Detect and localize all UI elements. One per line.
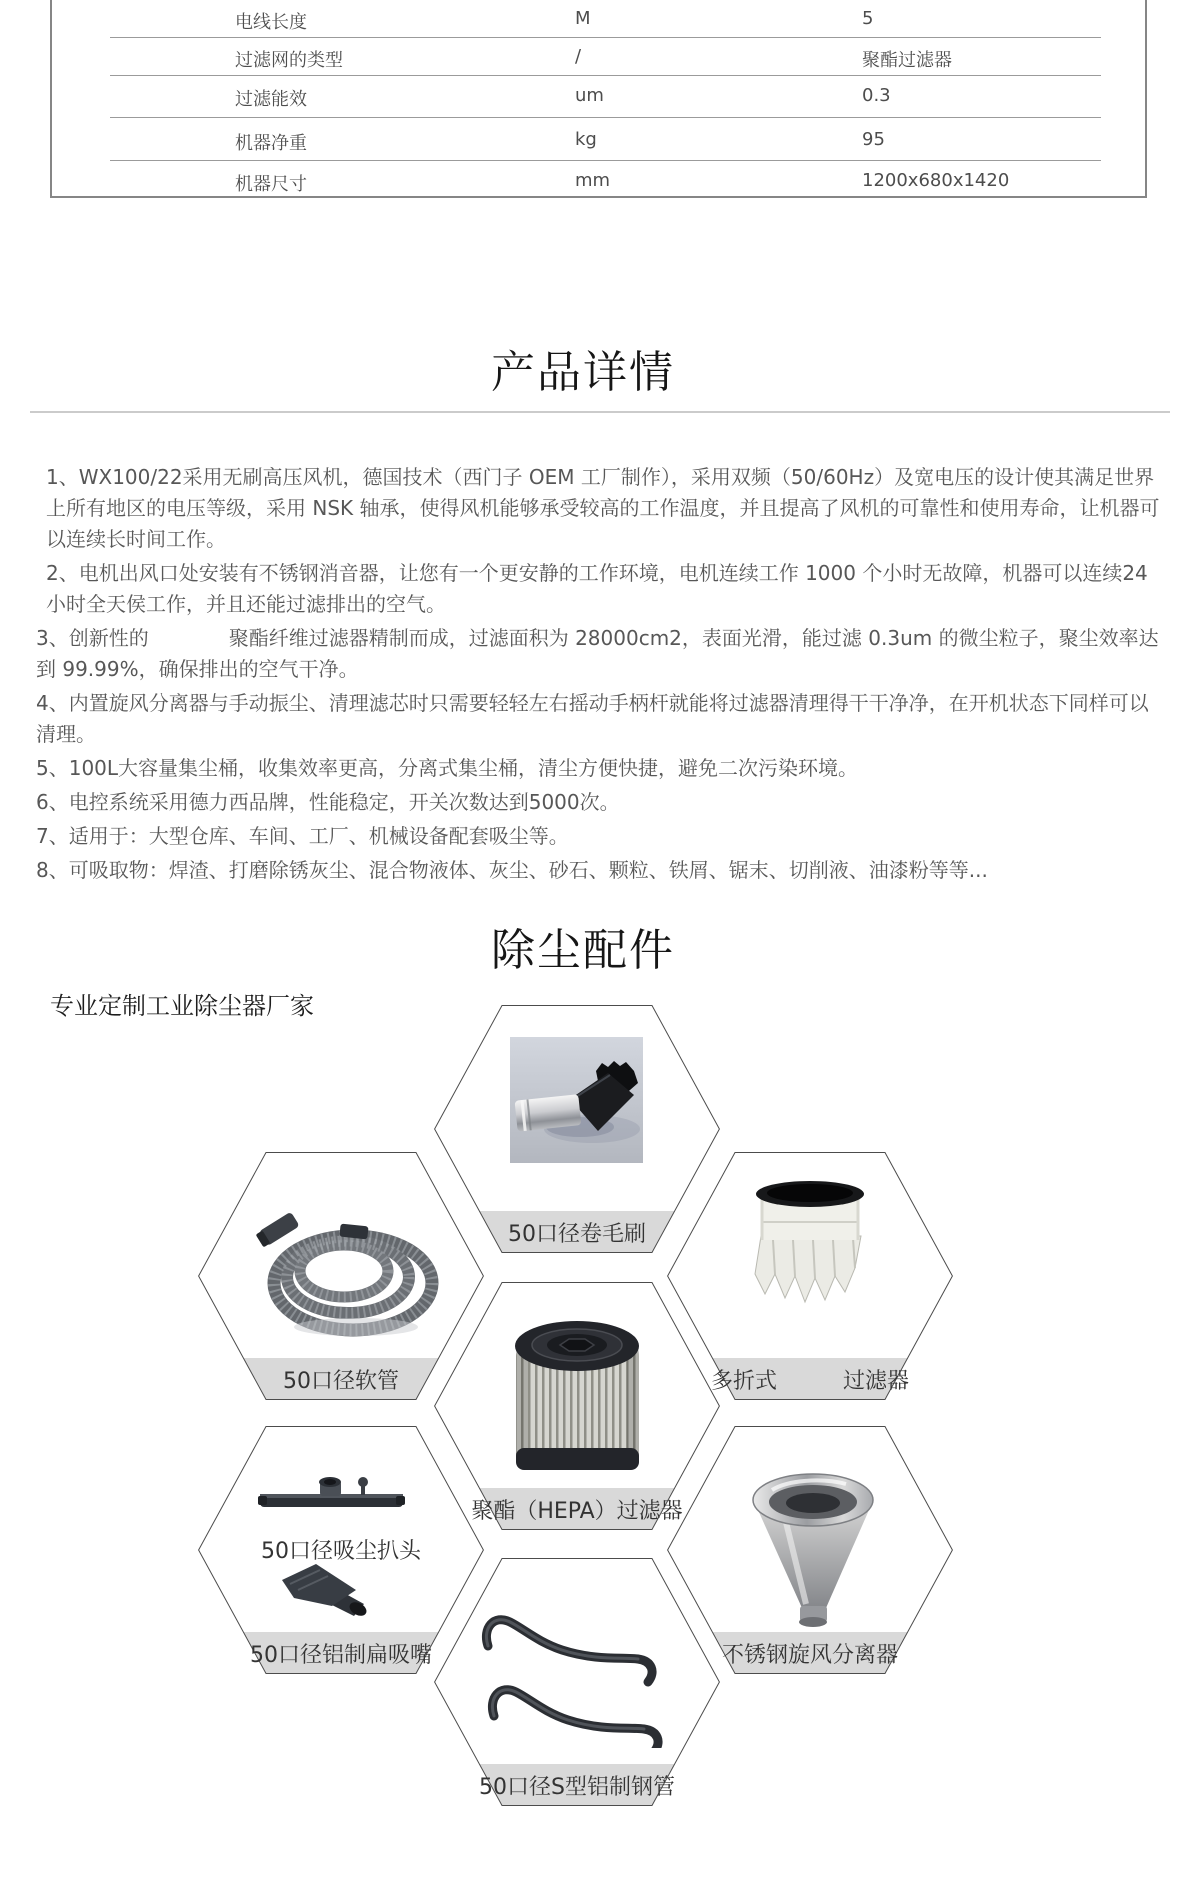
- details-text: [36, 462, 1166, 889]
- page-title-accessories: 除尘配件: [491, 925, 675, 976]
- row-divider: [110, 160, 1101, 161]
- detail-paragraph: 1、WX100/22采用无刷高压风机，德国技术（西门子 OEM 工厂制作），采用双频（50/60Hz）及宽电压的设计使其满足世界上所有地区的电压等级，采用 NSK 轴承，使得风机能够承受较高的工作温度，并且提高了风机的可靠性和使用寿命，让机器可以连续长时间工作。: [46, 465, 1160, 551]
- spec-table: [50, 0, 1147, 198]
- detail-paragraph: 2、电机出风口处安装有不锈钢消音器，让您有一个更安静的工作环境，电机连续工作 1000 个小时无故障，机器可以连续24小时全天侯工作，并且还能过滤排出的空气。: [46, 561, 1148, 616]
- multi-fold-filter-photo: [753, 1178, 867, 1308]
- spec-unit: um: [575, 85, 604, 106]
- row-divider: [110, 117, 1101, 118]
- accessory-label: 50口径卷毛刷: [508, 1221, 646, 1247]
- accessory-label: 聚酯（HEPA）过滤器: [471, 1498, 683, 1524]
- row-divider: [110, 75, 1101, 76]
- detail-paragraph: 5、100L大容量集尘桶，收集效率更高，分离式集尘桶，清尘方便快捷，避免二次污染环境。: [36, 756, 859, 780]
- page-title-details: 产品详情: [491, 347, 675, 398]
- spec-unit: kg: [575, 129, 597, 150]
- spec-name: 机器净重: [235, 133, 307, 154]
- spec-value: 聚酯过滤器: [862, 50, 952, 71]
- table-row: [52, 129, 1145, 155]
- spec-unit: M: [575, 8, 591, 29]
- accessories-subtitle: 专业定制工业除尘器厂家: [50, 992, 314, 1020]
- spec-name: 机器尺寸: [235, 174, 307, 195]
- row-divider: [110, 37, 1101, 38]
- table-row: [52, 170, 1145, 196]
- detail-paragraph: 6、电控系统采用德力西品牌，性能稳定，开关次数达到5000次。: [36, 790, 620, 814]
- detail-paragraph: 7、适用于：大型仓库、车间、工厂、机械设备配套吸尘等。: [36, 824, 569, 848]
- accessory-label: 50口径S型铝制钢管: [479, 1774, 675, 1800]
- table-row: [52, 85, 1145, 111]
- section-divider: [30, 411, 1170, 413]
- hose-photo: [248, 1187, 443, 1347]
- detail-paragraph: 3、创新性的 聚酯纤维过滤器精制而成，过滤面积为 28000cm2，表面光滑，能过滤 0.3um 的微尘粒子，聚尘效率达到 99.99%，确保排出的空气干净。: [36, 626, 1159, 681]
- spec-value: 0.3: [862, 85, 891, 106]
- spec-name: 过滤网的类型: [235, 50, 343, 71]
- spec-value: 1200x680x1420: [862, 170, 1010, 191]
- spec-unit: mm: [575, 170, 611, 191]
- detail-paragraph: 8、可吸取物：焊渣、打磨除锈灰尘、混合物液体、灰尘、砂石、颗粒、铁屑、锯末、切削液、油漆粉等等...: [36, 858, 988, 882]
- table-row: [52, 8, 1145, 34]
- hepa-filter-photo: [510, 1316, 645, 1480]
- accessory-label: 50口径吸尘扒头: [261, 1539, 421, 1564]
- spec-value: 5: [862, 8, 874, 29]
- cyclone-separator-photo: [750, 1468, 877, 1630]
- accessory-label: 不锈钢旋风分离器: [721, 1642, 898, 1668]
- table-row: [52, 46, 1145, 72]
- spec-name: 过滤能效: [235, 89, 307, 110]
- accessory-label: 50口径铝制扁吸嘴: [250, 1642, 432, 1668]
- accessory-label: 多折式 过滤器: [711, 1368, 910, 1394]
- accessory-label: 50口径软管: [283, 1368, 399, 1394]
- s-tube-photo: [474, 1602, 670, 1748]
- detail-paragraph: 4、内置旋风分离器与手动振尘、清理滤芯时只需要轻轻左右摇动手柄杆就能将过滤器清理得干干净净，在开机状态下同样可以清理。: [36, 691, 1149, 746]
- spec-unit: /: [575, 46, 582, 67]
- spec-value: 95: [862, 129, 885, 150]
- round-brush-photo: [510, 1037, 643, 1163]
- floor-tool-photo: [258, 1474, 405, 1520]
- spec-name: 电线长度: [235, 12, 307, 33]
- flat-nozzle-photo: [276, 1562, 378, 1618]
- accessory-hex-s-tube: [434, 1558, 720, 1806]
